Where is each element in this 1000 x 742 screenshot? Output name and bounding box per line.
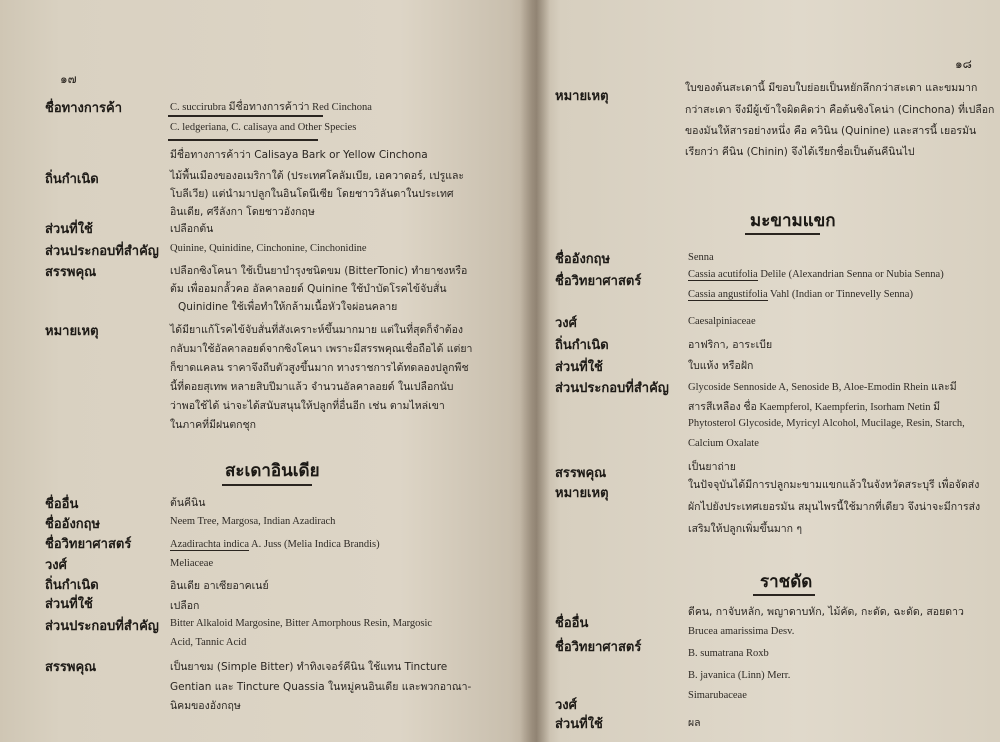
senna-authority-1: Delile (Alexandrian Senna or Nubia Senna) (757, 269, 944, 280)
cinchona-remarks-line-2: กว่าสะเดา จึงมีผู้เข้าใจผิดคิดว่า คือต้นซิงโคน่า (Cinchona) ที่เปลือก (685, 104, 995, 116)
senna-part-used: ใบแห้ง หรือฝัก (688, 360, 754, 372)
senna-constituents-line-4: Calcium Oxalate (688, 438, 759, 449)
properties-label: สรรพคุณ (45, 265, 97, 280)
constituents-value: Quinine, Quinidine, Cinchonine, Cinchonidine (170, 243, 367, 254)
right-page-number: ๑๘ (955, 57, 972, 71)
senna-part-used-label: ส่วนที่ใช้ (555, 360, 603, 375)
remarks-line-5: ว่าพอใช้ได้ น่าจะได้สนับสนุนให้ปลูกที่อื่นอีก เช่น ตามไหล่เขา (170, 400, 445, 412)
neem-constituents-line-2: Acid, Tannic Acid (170, 637, 247, 648)
neem-local-name-label: ชื่ออื่น (45, 497, 79, 512)
senna-english-name-label: ชื่ออังกฤษ (555, 252, 611, 267)
senna-scientific-name-label: ชื่อวิทยาศาสตร์ (555, 274, 642, 289)
neem-part-used: เปลือก (170, 600, 200, 612)
neem-local-name: ต้นคีนิน (170, 497, 206, 509)
ratchadat-family-label: วงศ์ (555, 698, 577, 713)
remarks-line-1: ได้มียาแก้โรคไข้จับสั่นที่สังเคราะห์ขึ้นมากมาย แต่ในที่สุดก็จำต้อง (170, 324, 464, 336)
senna-english-name: Senna (688, 252, 714, 263)
ratchadat-part-used-label: ส่วนที่ใช้ (555, 717, 603, 732)
senna-remarks-line-3: เสริมให้ปลูกเพิ่มขึ้นมาก ๆ (688, 523, 803, 535)
part-used-label: ส่วนที่ใช้ (45, 222, 93, 237)
senna-constituents-line-1: Glycoside Sennoside A, Senoside B, Aloe-Emodin Rhein และมี (688, 382, 957, 393)
origin-line-3: อินเดีย, ศรีลังกา โดยชาวอังกฤษ (170, 206, 315, 218)
origin-line-2: โบลีเวีย) แต่นำมาปลูกในอินโดนีเซีย โดยชาววิลันดาในประเทศ (170, 188, 454, 200)
senna-constituents-label: ส่วนประกอบที่สำคัญ (555, 381, 669, 396)
ratchadat-local-name: ดีคน, กาจับหลัก, พญาดาบหัก, ไม้คัด, กะดัด, ฉะดัด, สอยดาว (688, 606, 964, 618)
neem-english-name-label: ชื่ออังกฤษ (45, 517, 101, 532)
cinchona-remarks-line-3: ของมันให้สารอย่างหนึ่ง คือ ควินิน (Quinine) และสารนี้ เยอรมัน (685, 125, 977, 137)
ratchadat-scientific-line-3: B. javanica (Linn) Merr. (688, 670, 791, 681)
senna-origin-label: ถิ่นกำเนิด (555, 338, 609, 353)
senna-properties-label: สรรพคุณ (555, 466, 607, 481)
neem-family: Meliaceae (170, 558, 214, 569)
senna-constituents-line-2: สารสีเหลือง ชื่อ Kaempferol, Kaempferin, Isorham Netin มี (688, 402, 941, 413)
section-heading-senna: มะขามแขก (750, 211, 836, 231)
neem-scientific-name (170, 539, 380, 550)
underline (168, 139, 318, 141)
remarks-line-6: ในภาคที่มีฝนตกชุก (170, 419, 256, 431)
part-used-value: เปลือกต้น (170, 223, 214, 235)
senna-properties: เป็นยาถ่าย (688, 461, 736, 473)
cinchona-remarks-line-1: ใบของต้นสะเดานี้ มีขอบใบย่อยเป็นหยักลึกกว่าสะเดา และขมมาก (685, 82, 978, 94)
ratchadat-scientific-name-label: ชื่อวิทยาศาสตร์ (555, 640, 642, 655)
underline (168, 115, 323, 117)
senna-origin: อาฟริกา, อาระเบีย (688, 339, 773, 351)
trade-name-line-1: C. succirubra มีชื่อทางการค้าว่า Red Cinchona (170, 102, 372, 113)
neem-english-name: Neem Tree, Margosa, Indian Azadirach (170, 516, 336, 527)
senna-remarks-line-2: ผักไปยังประเทศเยอรมัน สมุนไพรนี้ใช้มากที่เดียว จึงน่าจะมีการส่ง (688, 501, 981, 513)
trade-name-line-3: มีชื่อทางการค้าว่า Calisaya Bark or Yellow Cinchona (170, 149, 428, 161)
neem-properties-label: สรรพคุณ (45, 660, 97, 675)
senna-species-1: Cassia acutifolia (688, 269, 758, 280)
ratchadat-scientific-line-2: B. sumatrana Roxb (688, 648, 769, 659)
ratchadat-local-name-label: ชื่ออื่น (555, 616, 589, 631)
left-page-number: ๑๗ (60, 72, 77, 86)
neem-origin: อินเดีย อาเซียอาคเนย์ (170, 580, 269, 592)
neem-properties-line-3: นิคมของอังกฤษ (170, 700, 241, 712)
senna-family: Caesalpiniaceae (688, 316, 756, 327)
heading-underline (745, 233, 820, 235)
neem-family-label: วงศ์ (45, 558, 67, 573)
trade-name-line-2: C. ledgeriana, C. calisaya and Other Species (170, 122, 357, 133)
neem-properties-line-2: Gentian และ Tincture Quassia ในหมู่คนอินเดีย และพวกอาณา- (170, 681, 472, 693)
constituents-label: ส่วนประกอบที่สำคัญ (45, 244, 159, 259)
remarks-line-2: กลับมาใช้อัลคาลอยด์จากซิงโคนา เพราะมีสรรพคุณเชื่อถือได้ แต่ยา (170, 343, 473, 355)
neem-constituents-label: ส่วนประกอบที่สำคัญ (45, 619, 159, 634)
origin-line-1: ไม้พื้นเมืองของอเมริกาใต้ (ประเทศโคลัมเบีย, เอควาดอร์, เปรูและ (170, 170, 465, 182)
section-heading-ratchadat: ราชดัด (760, 572, 813, 592)
neem-properties-line-1: เป็นยาขม (Simple Bitter) ทำทิงเจอร์คีนิน ใช้แทน Tincture (170, 661, 448, 673)
ratchadat-part-used: ผล (688, 717, 701, 729)
ratchadat-scientific-line-1: Brucea amarissima Desv. (688, 626, 795, 637)
properties-line-1: เปลือกซิงโคนา ใช้เป็นยาบำรุงชนิดขม (BitterTonic) ทำยาชงหรือ (170, 265, 468, 277)
properties-line-2: ต้ม เพื่ออมกลั้วคอ อัลคาลอยด์ Quinine ใช้บำบัดโรคไข้จับสั่น (170, 283, 447, 295)
right-page (550, 0, 1000, 742)
remarks-line-4: นี้ที่ดอยสุเทพ หลายสิบปีมาแล้ว จำนวนอัลคาลอยด์ ในเปลือกนับ (170, 381, 454, 393)
neem-scientific-genus: Azadirachta indica (170, 539, 249, 550)
senna-constituents-line-3: Phytosterol Glycoside, Myricyl Alcohol, Mucilage, Resin, Starch, (688, 418, 965, 429)
neem-constituents-line-1: Bitter Alkaloid Margosine, Bitter Amorphous Resin, Margosic (170, 618, 433, 629)
senna-remarks-label: หมายเหตุ (555, 486, 609, 501)
senna-scientific-line-1 (688, 269, 944, 280)
trade-name-label: ชื่อทางการค้า (45, 101, 122, 116)
senna-scientific-line-2 (688, 289, 913, 300)
neem-origin-label: ถิ่นกำเนิด (45, 578, 99, 593)
senna-species-2: Cassia angustifolia (688, 289, 768, 300)
neem-scientific-name-label: ชื่อวิทยาศาสตร์ (45, 537, 132, 552)
section-heading-neem: สะเดาอินเดีย (225, 461, 320, 481)
heading-underline (222, 484, 312, 486)
senna-remarks-line-1: ในปัจจุบันได้มีการปลูกมะขามแขกแล้วในจังหวัดสระบุรี เพื่อจัดส่ง (688, 479, 980, 491)
properties-line-3: Quinidine ใช้เพื่อทำให้กล้ามเนื้อหัวใจผ่อนคลาย (178, 301, 398, 313)
senna-family-label: วงศ์ (555, 316, 577, 331)
remarks-line-3: ก็ขาดแคลน ราคาจึงถีบตัวสูงขึ้นมาก ทางราชการได้ทดลองปลูกพืช (170, 362, 469, 374)
senna-authority-2: Vahl (Indian or Tinnevelly Senna) (767, 289, 913, 300)
cinchona-remarks-label: หมายเหตุ (555, 89, 609, 104)
heading-underline (753, 594, 815, 596)
origin-label: ถิ่นกำเนิด (45, 172, 99, 187)
remarks-label: หมายเหตุ (45, 324, 99, 339)
ratchadat-family: Simarubaceae (688, 690, 747, 701)
cinchona-remarks-line-4: เรียกว่า คีนิน (Chinin) จึงได้เรียกชื่อเป็นต้นคีนินไป (685, 146, 915, 158)
neem-part-used-label: ส่วนที่ใช้ (45, 597, 93, 612)
neem-scientific-authority: A. Juss (Melia Indica Brandis) (249, 539, 380, 550)
